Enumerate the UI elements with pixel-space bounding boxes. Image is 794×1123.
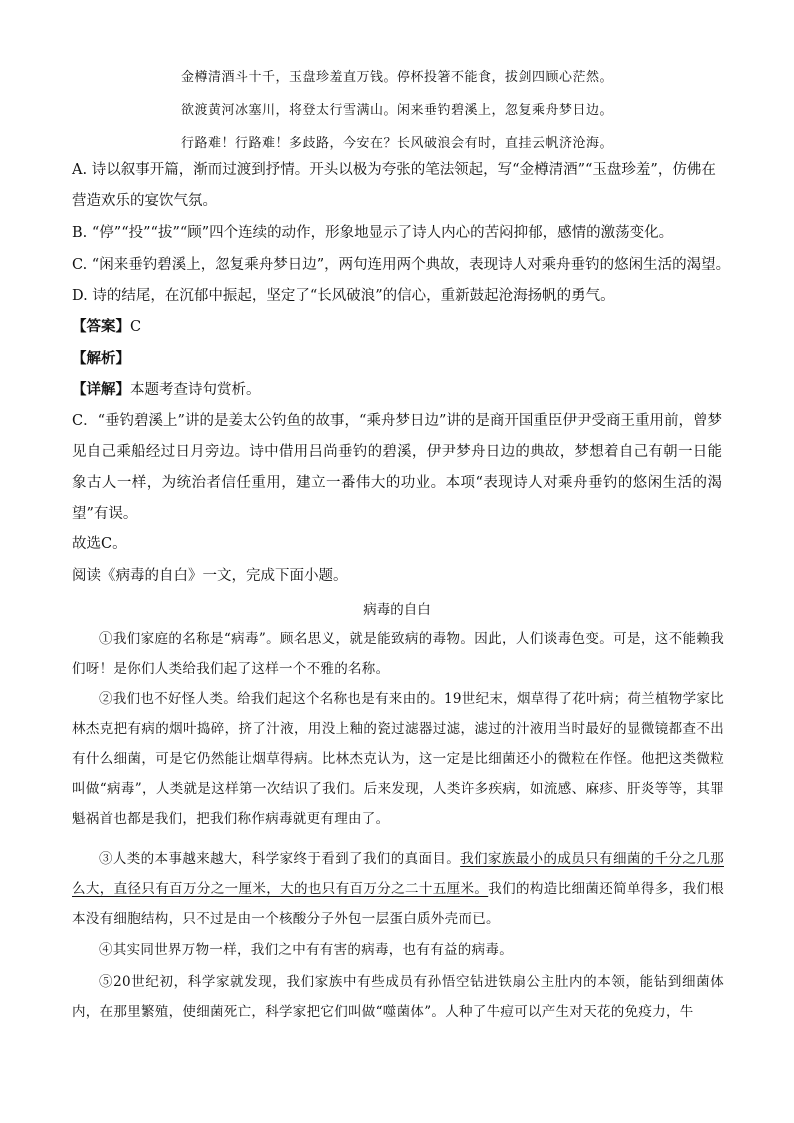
answer-label: 【答案】	[72, 318, 130, 335]
option-a-line-1: A. 诗以叙事开篇，渐而过渡到抒情。开头以极为夸张的笔法领起，写“金樽清酒”“玉盘珍羞”，仿佛在	[72, 162, 716, 178]
detail-line	[72, 380, 722, 400]
analysis-label: 【解析】	[72, 350, 130, 367]
analysis-conclusion: 故选C。	[72, 536, 127, 552]
option-d: D. 诗的结尾，在沉郁中振起，坚定了“长风破浪”的信心，重新鼓起沧海扬帆的勇气。	[72, 288, 615, 304]
detail-text: 本题考查诗句赏析。	[130, 382, 261, 398]
underlined-sentence: 我们家族最小的成员只有细菌的千分之几那么大，直径只有百万分之一厘米，大的也只有百万分之二十五厘米。	[72, 851, 724, 897]
paragraph-3-end: 我们的构造比细菌还简单得多，我们根本没有细胞结构，只不过是由一个核酸分子外包一层蛋白质外壳而已。	[72, 881, 724, 927]
poem-line-3: 行路难！行路难！多歧路，今安在？长风破浪会有时，直挂云帆济沧海。	[180, 136, 613, 151]
detail-label: 【详解】	[72, 381, 130, 398]
option-a-line-2: 营造欢乐的宴饮气氛。	[72, 193, 217, 209]
article-paragraph-1: ①我们家庭的名称是“病毒”。顾名思义，就是能致病的毒物。因此，人们谈毒色变。可是，这不能赖我们呀！是你们人类给我们起了这样一个不雅的名称。	[72, 631, 724, 677]
option-b: B. “停”“投”“拔”“顾”四个连续的动作，形象地显示了诗人内心的苦闷抑郁，感情的激荡变化。	[72, 225, 674, 241]
answer-line	[72, 317, 722, 337]
answer-value: C	[130, 319, 142, 335]
poem-line-1: 金樽清酒斗十千，玉盘珍羞直万钱。停杯投箸不能食，拔剑四顾心茫然。	[180, 70, 613, 85]
analysis-explanation: C．“垂钓碧溪上”讲的是姜太公钓鱼的故事，“乘舟梦日边”讲的是商开国重臣伊尹受商王重用前，曾梦见自己乘船经过日月旁边。诗中借用吕尚垂钓的碧溪，伊尹梦舟日边的典故，梦想着自己有朝一日能象古人一样，为统治者信任重用，建立一番伟大的功业。本项“表现诗人对乘舟垂钓的悠闲生活的渴望”有误。	[72, 413, 722, 522]
article-title: 病毒的自白	[363, 602, 431, 618]
article-paragraph-4: ④其实同世界万物一样，我们之中有有害的病毒，也有有益的病毒。	[99, 942, 513, 958]
article-paragraph-2: ②我们也不好怪人类。给我们起这个名称也是有来由的。19世纪末，烟草得了花叶病；荷兰植物学家比林杰克把有病的烟叶捣碎，挤了汁液，用没上釉的瓷过滤器过滤，滤过的汁液用当时最好的显微镜都查不出有什么细菌，可是它仍然能让烟草得病。比林杰克认为，这一定是比细菌还小的微粒在作怪。他把这类微粒叫做“病毒”，人类就是这样第一次结识了我们。后来发现，人类许多疾病，如流感、麻疹、肝炎等等，其罪魁祸首也都是我们，把我们称作病毒就更有理由了。	[72, 691, 724, 827]
reading-prompt: 阅读《病毒的自白》一文，完成下面小题。	[72, 568, 348, 584]
paragraph-3-start: ③人类的本事越来越大，科学家终于看到了我们的真面目。	[99, 851, 461, 867]
option-c: C. “闲来垂钓碧溪上，忽复乘舟梦日边”，两句连用两个典故，表现诗人对乘舟垂钓的悠闲生活的渴望。	[72, 257, 731, 273]
poem-line-2: 欲渡黄河冰塞川，将登太行雪满山。闲来垂钓碧溪上，忽复乘舟梦日边。	[180, 103, 613, 118]
article-paragraph-3	[72, 844, 724, 934]
article-paragraph-5: ⑤20世纪初，科学家就发现，我们家族中有些成员有孙悟空钻进铁扇公主肚内的本领，能钻到细菌体内，在那里繁殖，使细菌死亡，科学家把它们叫做“噬菌体”。人种了牛痘可以产生对天花的免疫力，牛	[72, 974, 724, 1020]
